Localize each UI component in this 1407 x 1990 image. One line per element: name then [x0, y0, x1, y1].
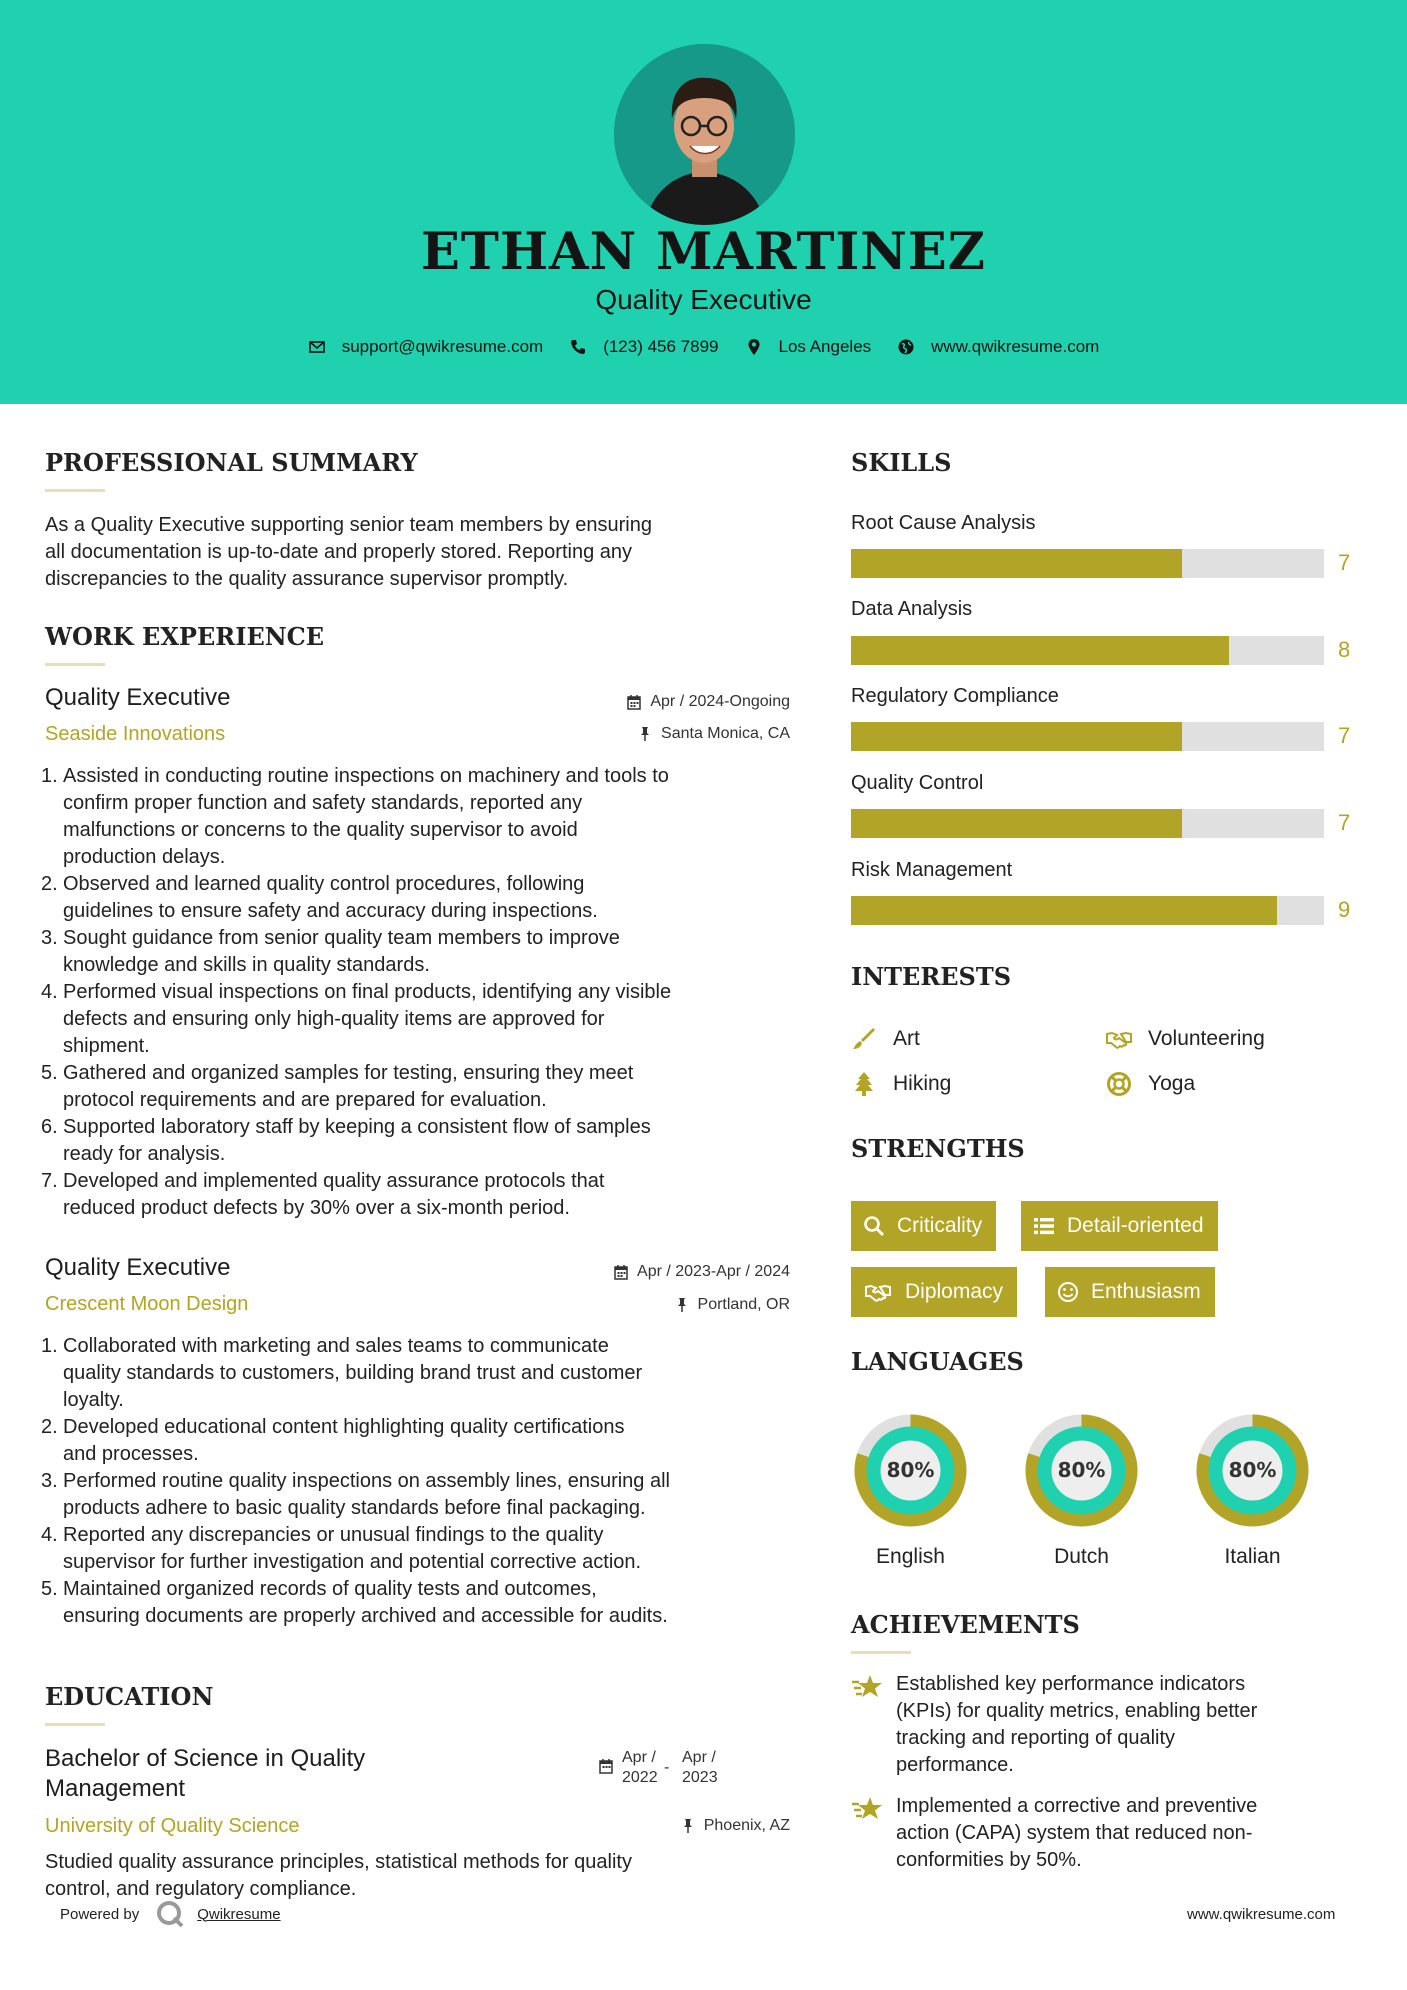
- language-gauge: [849, 1409, 972, 1532]
- job-dates: [614, 1263, 790, 1281]
- list-item: 1. Collaborated with marketing and sales teams to communicate quality standards to customers, building brand trust and customer loyalty.: [41, 1335, 643, 1411]
- calendar-icon: [599, 1758, 613, 1774]
- section-title-achievements: ACHIEVEMENTS: [851, 1610, 1080, 1639]
- section-rule: [851, 1651, 911, 1654]
- interest-label: Volunteering: [1148, 1027, 1265, 1050]
- skill-bar-fill: [851, 636, 1229, 665]
- list-item: 2. Observed and learned quality control procedures, following guidelines to ensure safety and accuracy during inspections.: [41, 873, 598, 922]
- education-dates: [599, 1748, 718, 1788]
- achievement-text: Implemented a corrective and preventive action (CAPA) system that reduced non- conformities by 50%.: [896, 1795, 1258, 1871]
- skill-label: Root Cause Analysis: [851, 512, 1036, 534]
- contact-location-text: Los Angeles: [778, 337, 872, 356]
- contact-location: [745, 337, 872, 357]
- strength-label: Enthusiasm: [1091, 1280, 1201, 1303]
- list-item: 7. Developed and implemented quality assurance protocols that reduced product defects by 30% over a six-month period.: [41, 1170, 605, 1219]
- star-icon: [851, 1673, 884, 1701]
- list-item: 5. Maintained organized records of quality tests and outcomes, ensuring documents are properly archived and accessible for audits.: [41, 1578, 668, 1627]
- globe-icon: [897, 338, 915, 356]
- strength-badge: [1021, 1201, 1218, 1251]
- summary-line: all documentation is up-to-date and properly stored. Reporting any: [45, 541, 633, 563]
- language-name: English: [876, 1545, 945, 1568]
- achievement-item: [851, 1671, 1341, 1779]
- skill-bar: [851, 722, 1324, 751]
- skill-value: 8: [1338, 637, 1351, 662]
- profile-photo: [614, 44, 795, 225]
- section-title-strengths: STRENGTHS: [851, 1134, 1025, 1163]
- section-rule: [45, 1723, 105, 1726]
- education-start: Apr / 2022: [622, 1749, 658, 1786]
- skill-value: 7: [1338, 723, 1351, 748]
- contact-phone[interactable]: [569, 337, 718, 357]
- resume-header: [0, 0, 1407, 404]
- strength-label: Detail-oriented: [1067, 1214, 1204, 1237]
- list-item: 3. Performed routine quality inspections on assembly lines, ensuring all products adhere to basic quality standards before final packaging.: [41, 1470, 670, 1519]
- summary-line: As a Quality Executive supporting senior team members by ensuring: [45, 514, 652, 536]
- contact-website[interactable]: [897, 337, 1099, 357]
- language-percent: 80%: [1057, 1458, 1106, 1482]
- job-dates-text: Apr / 2023-Apr / 2024: [637, 1263, 790, 1280]
- company-name: Seaside Innovations: [45, 723, 226, 745]
- school-name: University of Quality Science: [45, 1815, 300, 1837]
- strength-badge: [1045, 1267, 1215, 1317]
- interest-label: Yoga: [1148, 1072, 1196, 1095]
- strength-label: Criticality: [897, 1214, 983, 1237]
- list-item: 4. Performed visual inspections on final products, identifying any visible defects and ensuring only high-quality items are approved for shipment.: [41, 981, 672, 1057]
- skill-label: Data Analysis: [851, 598, 973, 620]
- education-end: Apr / 2023: [682, 1749, 718, 1786]
- list-item: 1. Assisted in conducting routine inspections on machinery and tools to confirm proper function and safety standards, reported any malfunctions or concerns to the quality supervisor to avoid production delays.: [41, 765, 669, 868]
- interest-item: [851, 1071, 951, 1097]
- job-location-text: Portland, OR: [697, 1296, 790, 1313]
- company-name: Crescent Moon Design: [45, 1293, 249, 1315]
- pushpin-icon: [675, 1297, 689, 1313]
- skill-bar-fill: [851, 549, 1182, 578]
- section-title-interests: INTERESTS: [851, 962, 1012, 991]
- job-location: [675, 1296, 790, 1314]
- interest-label: Art: [893, 1027, 920, 1050]
- strength-badge: [851, 1201, 996, 1251]
- education-location: [681, 1817, 790, 1835]
- education-date-dash: -: [664, 1759, 670, 1776]
- paintbrush-icon: [851, 1026, 877, 1052]
- calendar-icon: [614, 1264, 628, 1280]
- interest-item: [1106, 1026, 1265, 1052]
- interest-label: Hiking: [893, 1072, 952, 1095]
- section-title-experience: WORK EXPERIENCE: [45, 622, 325, 651]
- skill-value: 9: [1338, 897, 1351, 922]
- job-title: Quality Executive: [45, 684, 231, 711]
- list-item: 6. Supported laboratory staff by keeping a consistent flow of samples ready for analysis.: [41, 1116, 651, 1165]
- skill-bar-fill: [851, 722, 1182, 751]
- education-location-text: Phoenix, AZ: [703, 1817, 790, 1834]
- phone-icon: [569, 338, 587, 356]
- star-icon: [851, 1795, 884, 1823]
- job-title: Quality Executive: [45, 1254, 231, 1281]
- skill-bar-fill: [851, 809, 1182, 838]
- achievement-item: [851, 1793, 1341, 1874]
- skill-label: Regulatory Compliance: [851, 685, 1059, 707]
- summary-line: discrepancies to the quality assurance supervisor promptly.: [45, 568, 569, 590]
- pushpin-icon: [638, 726, 652, 742]
- strength-label: Diplomacy: [905, 1280, 1004, 1303]
- language-gauge: [1191, 1409, 1314, 1532]
- section-rule: [45, 663, 105, 666]
- section-title-summary: PROFESSIONAL SUMMARY: [45, 448, 418, 477]
- education-description: Studied quality assurance principles, statistical methods for quality control, and regulatory compliance.: [45, 1851, 632, 1900]
- powered-by-label: Powered by: [60, 1905, 140, 1923]
- calendar-icon: [627, 694, 641, 710]
- language-percent: 80%: [886, 1458, 935, 1482]
- skill-bar: [851, 809, 1324, 838]
- job-responsibilities: [41, 763, 793, 1222]
- job-dates: [627, 693, 790, 711]
- language-name: Italian: [1224, 1545, 1281, 1568]
- interest-item: [851, 1026, 920, 1052]
- language-name: Dutch: [1054, 1545, 1109, 1568]
- skill-bar: [851, 549, 1324, 578]
- footer-url[interactable]: www.qwikresume.com: [1187, 1906, 1336, 1923]
- language-gauge: [1020, 1409, 1143, 1532]
- job-location-text: Santa Monica, CA: [661, 725, 790, 742]
- list-item: 4. Reported any discrepancies or unusual findings to the quality supervisor for further investigation and potential corrective action.: [41, 1524, 642, 1573]
- tree-icon: [851, 1071, 877, 1097]
- achievement-text: Established key performance indicators (KPIs) for quality metrics, enabling better tracking and reporting of quality performance.: [896, 1673, 1258, 1776]
- envelope-icon: [308, 338, 326, 356]
- candidate-name: ETHAN MARTINEZ: [421, 222, 986, 282]
- language-percent: 80%: [1228, 1458, 1277, 1482]
- contact-email[interactable]: [308, 337, 544, 357]
- list-item: 3. Sought guidance from senior quality team members to improve knowledge and skills in quality standards.: [41, 927, 620, 976]
- skill-bar: [851, 896, 1324, 925]
- skill-label: Risk Management: [851, 859, 1013, 881]
- contact-bar: [0, 337, 1407, 357]
- map-pin-icon: [745, 338, 763, 356]
- smile-icon: [1057, 1281, 1079, 1303]
- search-icon: [863, 1215, 885, 1237]
- candidate-role: Quality Executive: [595, 284, 812, 315]
- contact-website-text: www.qwikresume.com: [931, 337, 1100, 356]
- job-location: [638, 725, 790, 743]
- handshake-icon: [1106, 1026, 1132, 1052]
- skill-label: Quality Control: [851, 772, 984, 794]
- degree-title: Bachelor of Science in Quality Management: [45, 1745, 366, 1802]
- list-item: 5. Gathered and organized samples for testing, ensuring they meet protocol requirements and are prepared for evaluation.: [41, 1062, 634, 1111]
- list-item: 2. Developed educational content highlighting quality certifications and processes.: [41, 1416, 625, 1465]
- job-responsibilities: [41, 1333, 793, 1630]
- strength-badge: [851, 1267, 1017, 1317]
- pushpin-icon: [681, 1818, 695, 1834]
- section-title-skills: SKILLS: [851, 448, 952, 477]
- skill-value: 7: [1338, 550, 1351, 575]
- qwikresume-link[interactable]: Qwikresume: [197, 1905, 281, 1923]
- job-dates-text: Apr / 2024-Ongoing: [650, 693, 790, 710]
- section-title-languages: LANGUAGES: [851, 1347, 1024, 1376]
- section-rule: [45, 489, 105, 492]
- powered-by: [60, 1899, 281, 1929]
- skill-bar: [851, 636, 1324, 665]
- list-icon: [1033, 1215, 1055, 1237]
- skill-value: 7: [1338, 810, 1351, 835]
- summary-text: [45, 512, 785, 593]
- lifering-icon: [1106, 1071, 1132, 1097]
- contact-email-text: support@qwikresume.com: [341, 337, 544, 356]
- contact-phone-text: (123) 456 7899: [603, 337, 719, 356]
- interest-item: [1106, 1071, 1195, 1097]
- section-title-education: EDUCATION: [45, 1682, 214, 1711]
- handshake-icon: [863, 1281, 893, 1303]
- skill-bar-fill: [851, 896, 1277, 925]
- qwikresume-logo-icon: [155, 1899, 185, 1929]
